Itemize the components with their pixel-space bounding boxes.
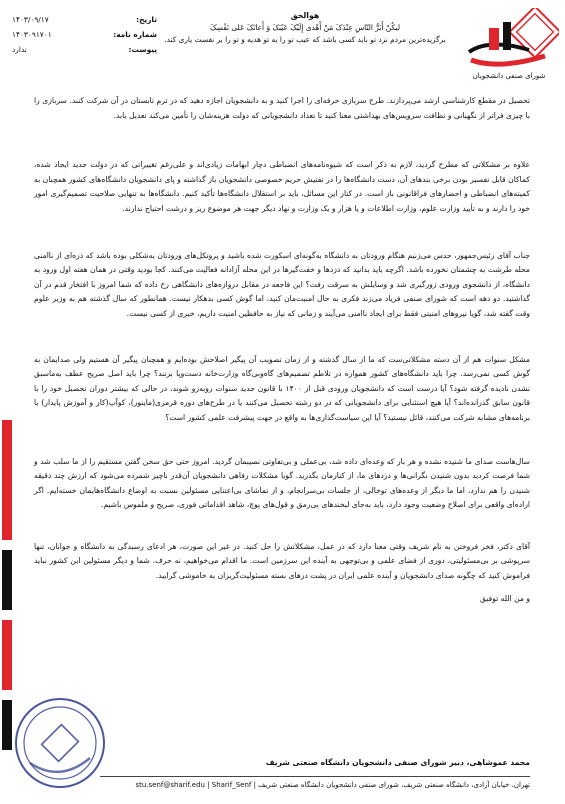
- paragraph: آقای دکتر، فخر فروختن به نام شریف وقتی معنا دارد که در عمل، مشکلاتش را حل کنید. در غیر این صورت، هر ادعای رسیدگی به دانشگاه و جوانان، تنها سرپوشی بر بی‌مسئولیتی، دوری از فضای علمی و بی‌توجهی به آینده این سرزمین است. ما اقدام می‌خواهیم، نه حرف. شما و دیگر مسئولین این کشور نباید فراموش کنید که چگونه صدای دانشجویان و آینده علمی ایران در پشت درهای بسته مسئولیت‌گریزان به خاموشی گرایید.: [34, 541, 530, 581]
- date-row: [12, 12, 157, 27]
- official-stamp: [10, 693, 110, 793]
- closing-line: و من الله توفیق: [479, 593, 530, 603]
- logo-graphic: [459, 8, 559, 84]
- stamp-graphic: [10, 693, 110, 793]
- paragraph: علاوه بر مشکلاتی که مطرح گردید، لازم به ذکر است که شیوه‌نامه‌های انضباطی دچار ابهامات زیادی‌اند و علی‌رغم تغییراتی که در دولت جدید ایجاد شده، کماکان قابل تفسیر بودن برخی بندهای آن، دست دانشگاه‌ها را در تفتیش حریم خصوصی دانشجویان باز گذاشته و پای دانشجویان دانشگاه‌های کشور همچنان به کمیته‌های انضباطی و احضارهای فراقانونی باز است. در کنار این مسائل، باید بر استقلال دانشگاه‌ها تأکید کنیم. دانشگاه‌ها به تنهایی صلاحیت تصمیم‌گیری امور خود را دارند و به تأیید وزارت علوم، وزارت اطلاعات و یا هزار و یک وزارت و نهاد دیگر جهت هر موضوع ریز و درشت احتیاج ندارند.: [34, 160, 530, 213]
- invocation: هوالحق: [290, 11, 320, 20]
- council-logo: [459, 8, 559, 84]
- footer-divider: [100, 776, 530, 777]
- number-value: ۱۴۰۳۰۹۱۷۰۱: [12, 30, 52, 39]
- footer-text: تهران، خیابان آزادی، دانشگاه صنعتی شریف، شورای صنفی دانشجویان دانشگاه صنعتی شریف | stu.senf@sharif.edu | Sharif_Senf: [135, 781, 530, 789]
- arabic-quote: لیکُنْ أَبَرُّ النّاسِ عِنْدَکَ مَنْ أَهْدى إِلَیْکَ عَیْبَکَ وَ أَعانَکَ عَلى نَفْسِکَ: [210, 23, 400, 32]
- letter-body: [34, 94, 530, 606]
- date-label: تاریخ:: [136, 15, 157, 24]
- paragraph: جناب آقای رئیس‌جمهور، حدس می‌زنیم هنگام ورودتان به دانشگاه به‌گونه‌ای اسکورت شده باشید و پروتکل‌های ورودتان به‌شکلی بوده باشد که ذره‌ای از ناامنی محله طرشت به چشمتان نخورده باشد. اگرچه باید بدانید که دزدها و خفت‌گیرها در این محله آزادانه فعالیت می‌کنند. کجا بودید وقتی در همان هفته اول ورود به دانشگاه، از دانشجوی ورودی زورگیری شد و وسایلش به سرقت رفت؟ این فاجعه در مقابل دروازه‌های دانشگاهی رخ داده که شما امروز با افتخار قدم در آن گذاشتید. دو دهه است که شورای صنفی فریاد می‌زند فکری به حال امنیت‌مان کنید، اما گوش کسی بدهکار نیست. همانطور که سال گذشته هم به وزیر علوم وقت گفته شد، گویا نیروهای امنیتی فقط برای ایجاد ناامنی می‌آیند و زمانی که نیاز به حافظین امنیت داریم، خبری از کسی نیست.: [34, 250, 530, 318]
- attachment-row: [12, 42, 157, 57]
- number-row: [12, 27, 157, 42]
- number-label: شماره نامه:: [113, 30, 157, 39]
- attachment-label: پیوست:: [128, 45, 157, 54]
- paragraph: مشکل سنوات هم از آن دسته مشکلاتی‌ست که ما از سال گذشته و از زمان تصویب آن پیگیر اصلاحش بوده‌ایم و همچنان پیگیر آن هستیم ولی صدایمان به گوش کسی نمی‌رسد. چرا باید دانشگاه‌های کشور همواره در تلاطم تصمیم‌های گاه‌وبی‌گاه وزارت‌خانه دست‌وپا بزنند؟ چرا باید اصل صریح عطف به‌ماسبق نشدن نادیده گرفته شود؟ آیا درست است که دانشجویان ورودی قبل از ۱۴۰۰ با قانون جدید سنوات روبه‌رو شوند، در حالی که بیشتر دوران تحصیل خود را با قانون سابق گذرانده‌اند؟ آیا هیچ استثنایی برای دانشجویانی که در دو رشته تحصیل می‌کنند یا در طرح‌های دوره قرمزی(ماینور)، کوآپ(کار و آموزش پایدار) یا برنامه‌های مشابه شرکت می‌کنند، قائل نیستید؟ آیا این سیاست‌گذاری‌ها به واقع در جهت پیشرفت علمی کشور است؟: [34, 354, 530, 422]
- letter-heading: [160, 10, 450, 46]
- signature: محمد عموشاهی، دبیر شورای صنفی دانشجویان دانشگاه صنعتی شریف: [265, 758, 530, 767]
- attachment-value: ندارد: [12, 45, 27, 54]
- paragraph: سال‌هاست صدای ما شنیده نشده و هر بار که وعده‌ای داده شد، بی‌عملی و بی‌تفاوتی نصیبمان گردید. امروز حتی حق سخن گفتن مستقیم را از ما سلب شد و شما فرصت کردید بدون شنیدن نگرانی‌ها و دردهای ما، از کنارمان بگذرید. گویا مشکلات رفاهی دانشجویان آن‌قدر ناچیز شمرده می‌شود که ارزش چند دقیقه شنیدن را هم ندارد، اما ما دیگر از وعده‌های توخالی، از جلسات بی‌سرانجام، و از تماشای بی‌اعتنایی مسئولین نسبت به اوضاع دانشگاه‌هایمان خسته‌ایم. اگر اراده‌ای واقعی برای اصلاح وضعیت وجود دارد، باید به‌جای لبخندهای بی‌رمق و قول‌های پوچ، شاهد اقداماتی فوری، صریح و ملموس باشیم.: [34, 456, 530, 510]
- persian-quote: برگزیده‌ترین مردم نزد تو باید کسی باشد که عیب تو را به تو هدیه و تو را بر نفست یاری کند.: [164, 35, 446, 44]
- paragraph: تحصیل در مقطع کارشناسی ارشد می‌پردازند. طرح سربازی حرفه‌ای را اجرا کنید و به دانشجویان اجازه دهید که در ترم تابستان در آن شرکت کنند. سربازی را با چیزی فراتر از نگهبانی و نظافت سرویس‌های بهداشتی معنا کنید تا تعداد دانشجویانی که دولت هزینه‌شان را تأمین می‌کند تعدیل یابد.: [34, 96, 530, 120]
- letter-footer: [100, 776, 530, 789]
- logo-text: شورای صنفی دانشجویان: [472, 72, 546, 80]
- date-value: ۱۴۰۳/۰۹/۱۷: [12, 15, 49, 24]
- letter-meta: [12, 12, 157, 57]
